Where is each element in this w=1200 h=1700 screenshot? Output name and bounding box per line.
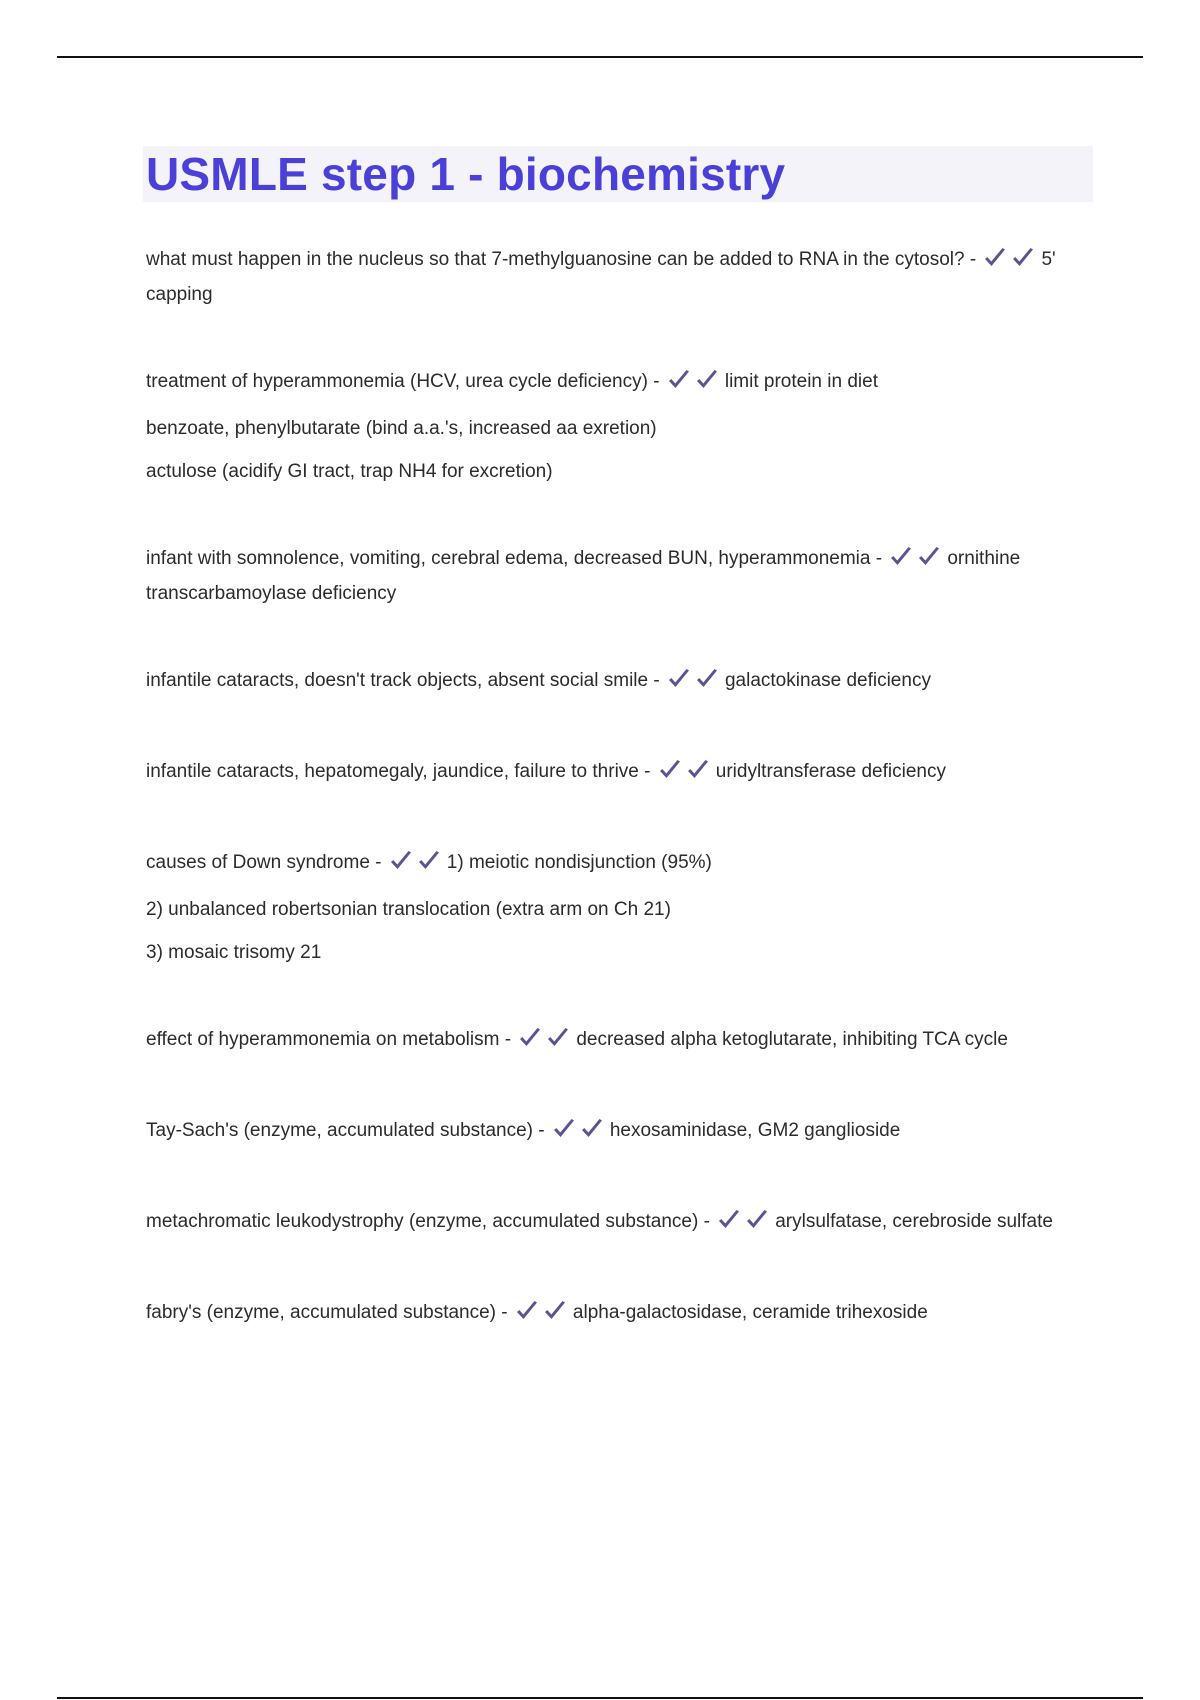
flashcard-answer: 5' capping	[146, 249, 1056, 305]
flashcard-answer: uridyltransferase deficiency	[715, 761, 946, 782]
flashcard-line	[146, 244, 1106, 310]
flashcard-answer-continued: 3) mosaic trisomy 21	[146, 942, 322, 963]
flashcard-question: infantile cataracts, hepatomegaly, jaundice, failure to thrive -	[146, 761, 651, 782]
check-icon	[389, 850, 413, 872]
flashcard-answer: alpha-galactosidase, ceramide trihexoside	[572, 1302, 928, 1323]
flashcard-question: Tay-Sach's (enzyme, accumulated substance) -	[146, 1120, 545, 1141]
checkmarks	[389, 850, 445, 882]
check-icon	[917, 546, 941, 568]
check-icon	[658, 759, 682, 781]
checkmarks	[658, 759, 714, 791]
flashcard-answer-continued: 2) unbalanced robertsonian translocation (extra arm on Ch 21)	[146, 899, 671, 920]
flashcard-line	[146, 847, 1106, 882]
check-icon	[667, 668, 691, 690]
flashcard-answer-continued: actulose (acidify GI tract, trap NH4 for excretion)	[146, 461, 553, 482]
check-icon	[717, 1209, 741, 1231]
flashcard-line	[146, 665, 1106, 700]
flashcard-answer: decreased alpha ketoglutarate, inhibiting TCA cycle	[576, 1029, 1008, 1050]
flashcard-answer-continued: benzoate, phenylbutarate (bind a.a.'s, increased aa exretion)	[146, 418, 657, 439]
flashcard-line	[146, 756, 1106, 791]
check-icon	[686, 759, 710, 781]
flashcard	[146, 543, 1106, 609]
check-icon	[745, 1209, 769, 1231]
flashcard	[146, 756, 1106, 791]
bottom-rule	[57, 1697, 1143, 1699]
check-icon	[667, 369, 691, 391]
flashcard	[146, 847, 1106, 968]
flashcard	[146, 1115, 1106, 1150]
flashcard-question: what must happen in the nucleus so that 7-methylguanosine can be added to RNA in the cytosol? -	[146, 249, 977, 270]
flashcard-line	[146, 366, 1106, 401]
check-icon	[889, 546, 913, 568]
flashcard-question: infant with somnolence, vomiting, cerebral edema, decreased BUN, hyperammonemia -	[146, 548, 883, 569]
check-icon	[546, 1027, 570, 1049]
document-title: USMLE step 1 - biochemistry	[146, 148, 786, 200]
flashcard-line	[146, 1206, 1106, 1241]
check-icon	[515, 1300, 539, 1322]
flashcard-answer: ornithine transcarbamoylase deficiency	[146, 548, 1021, 604]
flashcard	[146, 244, 1106, 310]
flashcard-question: effect of hyperammonemia on metabolism -	[146, 1029, 512, 1050]
flashcard	[146, 366, 1106, 487]
flashcard	[146, 1024, 1106, 1059]
flashcard	[146, 665, 1106, 700]
checkmarks	[889, 546, 945, 578]
flashcard-answer: arylsulfatase, cerebroside sulfate	[775, 1211, 1053, 1232]
flashcard-answer: 1) meiotic nondisjunction (95%)	[446, 852, 712, 873]
flashcard	[146, 1297, 1106, 1332]
flashcard-question: infantile cataracts, doesn't track objects, absent social smile -	[146, 670, 660, 691]
flashcard-line	[146, 543, 1106, 609]
check-icon	[983, 247, 1007, 269]
check-icon	[518, 1027, 542, 1049]
flashcard-question: causes of Down syndrome -	[146, 852, 382, 873]
check-icon	[543, 1300, 567, 1322]
flashcard-question: treatment of hyperammonemia (HCV, urea cycle deficiency) -	[146, 371, 660, 392]
flashcard-line	[146, 1115, 1106, 1150]
checkmarks	[552, 1118, 608, 1150]
checkmarks	[983, 247, 1039, 279]
flashcard	[146, 1206, 1106, 1241]
flashcard-question: metachromatic leukodystrophy (enzyme, accumulated substance) -	[146, 1211, 710, 1232]
check-icon	[580, 1118, 604, 1140]
check-icon	[695, 668, 719, 690]
flashcard-answer: hexosaminidase, GM2 ganglioside	[609, 1120, 901, 1141]
check-icon	[1011, 247, 1035, 269]
flashcard-answer: limit protein in diet	[724, 371, 878, 392]
check-icon	[695, 369, 719, 391]
check-icon	[552, 1118, 576, 1140]
checkmarks	[515, 1300, 571, 1332]
flashcard-line	[146, 1297, 1106, 1332]
flashcard-answer: galactokinase deficiency	[724, 670, 931, 691]
checkmarks	[667, 668, 723, 700]
flashcard-question: fabry's (enzyme, accumulated substance) -	[146, 1302, 508, 1323]
checkmarks	[717, 1209, 773, 1241]
top-rule	[57, 56, 1143, 58]
flashcard-line	[146, 1024, 1106, 1059]
check-icon	[417, 850, 441, 872]
flashcard-list	[146, 244, 1106, 1332]
checkmarks	[518, 1027, 574, 1059]
checkmarks	[667, 369, 723, 401]
